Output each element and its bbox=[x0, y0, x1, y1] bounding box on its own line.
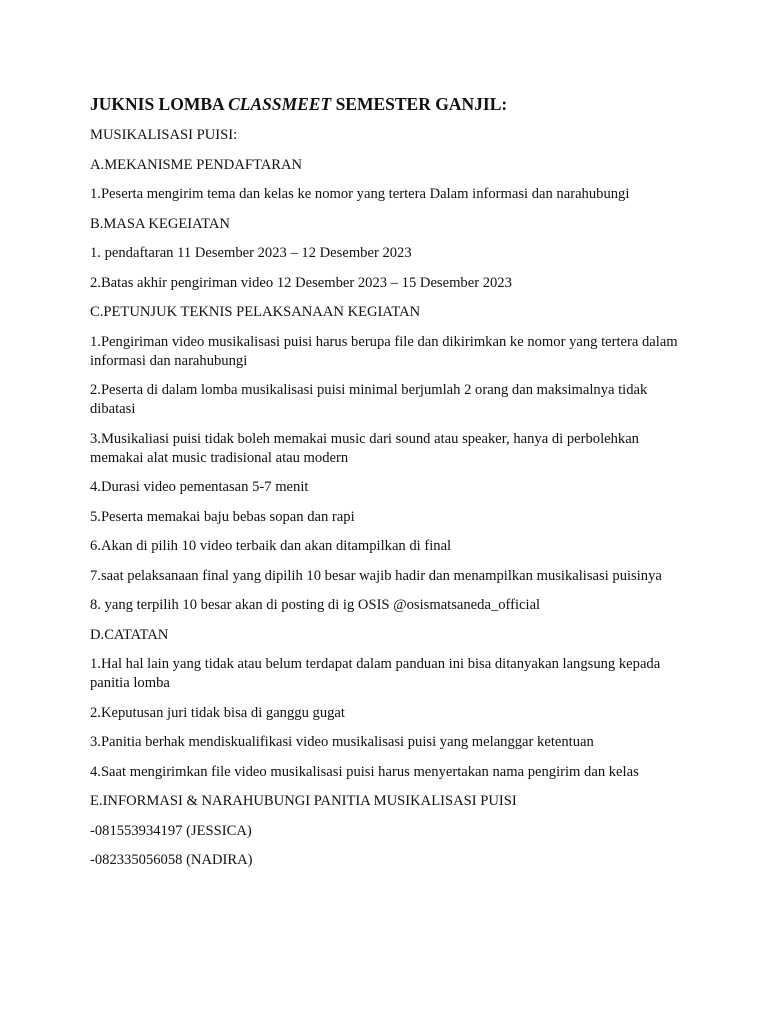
title-italic: CLASSMEET bbox=[228, 94, 332, 114]
section-heading-d: D.CATATAN bbox=[90, 626, 169, 643]
title-part1: JUKNIS LOMBA bbox=[90, 94, 229, 114]
list-item-d2: 2.Keputusan juri tidak bisa di ganggu gugat bbox=[90, 704, 345, 721]
list-item-d4: 4.Saat mengirimkan file video musikalisasi puisi harus menyertakan nama pengirim dan kelas bbox=[90, 763, 639, 780]
section-heading-a: A.MEKANISME PENDAFTARAN bbox=[90, 156, 303, 173]
title-part2: SEMESTER GANJIL: bbox=[331, 94, 508, 114]
section-heading-c: C.PETUNJUK TEKNIS PELAKSANAAN KEGIATAN bbox=[90, 304, 421, 320]
section-heading-e: E.INFORMASI & NARAHUBUNGI PANITIA MUSIKALISASI PUISI bbox=[90, 793, 517, 809]
list-item-c3: 3.Musikaliasi puisi tidak boleh memakai music dari sound atau speaker, hanya di perbolehkan memakai alat music tradisional atau modern bbox=[90, 430, 639, 466]
contact-nadira: -082335056058 (NADIRA) bbox=[90, 852, 253, 868]
list-item-c8: 8. yang terpilih 10 besar akan di posting di ig OSIS @osismatsaneda_official bbox=[90, 597, 541, 613]
list-item-a1: 1.Peserta mengirim tema dan kelas ke nomor yang tertera Dalam informasi dan narahubungi bbox=[90, 186, 630, 202]
document-content bbox=[90, 94, 690, 881]
list-item-c2: 2.Peserta di dalam lomba musikalisasi puisi minimal berjumlah 2 orang dan maksimalnya tidak dibatasi bbox=[90, 382, 648, 417]
list-item-c4: 4.Durasi video pementasan 5-7 menit bbox=[90, 479, 309, 495]
contact-jessica: -081553934197 (JESSICA) bbox=[90, 822, 252, 839]
document-title bbox=[90, 94, 690, 115]
section-heading-b: B.MASA KEGEIATAN bbox=[90, 215, 230, 232]
list-item-b1: 1. pendaftaran 11 Desember 2023 – 12 Desember 2023 bbox=[90, 245, 412, 261]
list-item-b2: 2.Batas akhir pengiriman video 12 Desember 2023 – 15 Desember 2023 bbox=[90, 274, 512, 291]
list-item-c5: 5.Peserta memakai baju bebas sopan dan rapi bbox=[90, 508, 355, 525]
list-item-c6: 6.Akan di pilih 10 video terbaik dan akan ditampilkan di final bbox=[90, 538, 452, 554]
list-item-d3: 3.Panitia berhak mendiskualifikasi video musikalisasi puisi yang melanggar ketentuan bbox=[90, 734, 594, 750]
list-item-c1: 1.Pengiriman video musikalisasi puisi harus berupa file dan dikirimkan ke nomor yang tertera dalam informasi dan narahubungi bbox=[90, 333, 678, 369]
subtitle-musikalisasi: MUSIKALISASI PUISI: bbox=[90, 127, 238, 143]
list-item-d1: 1.Hal hal lain yang tidak atau belum terdapat dalam panduan ini bisa ditanyakan langsung kepada panitia lomba bbox=[90, 656, 661, 691]
list-item-c7: 7.saat pelaksanaan final yang dipilih 10 besar wajib hadir dan menampilkan musikalisasi puisinya bbox=[90, 567, 662, 584]
